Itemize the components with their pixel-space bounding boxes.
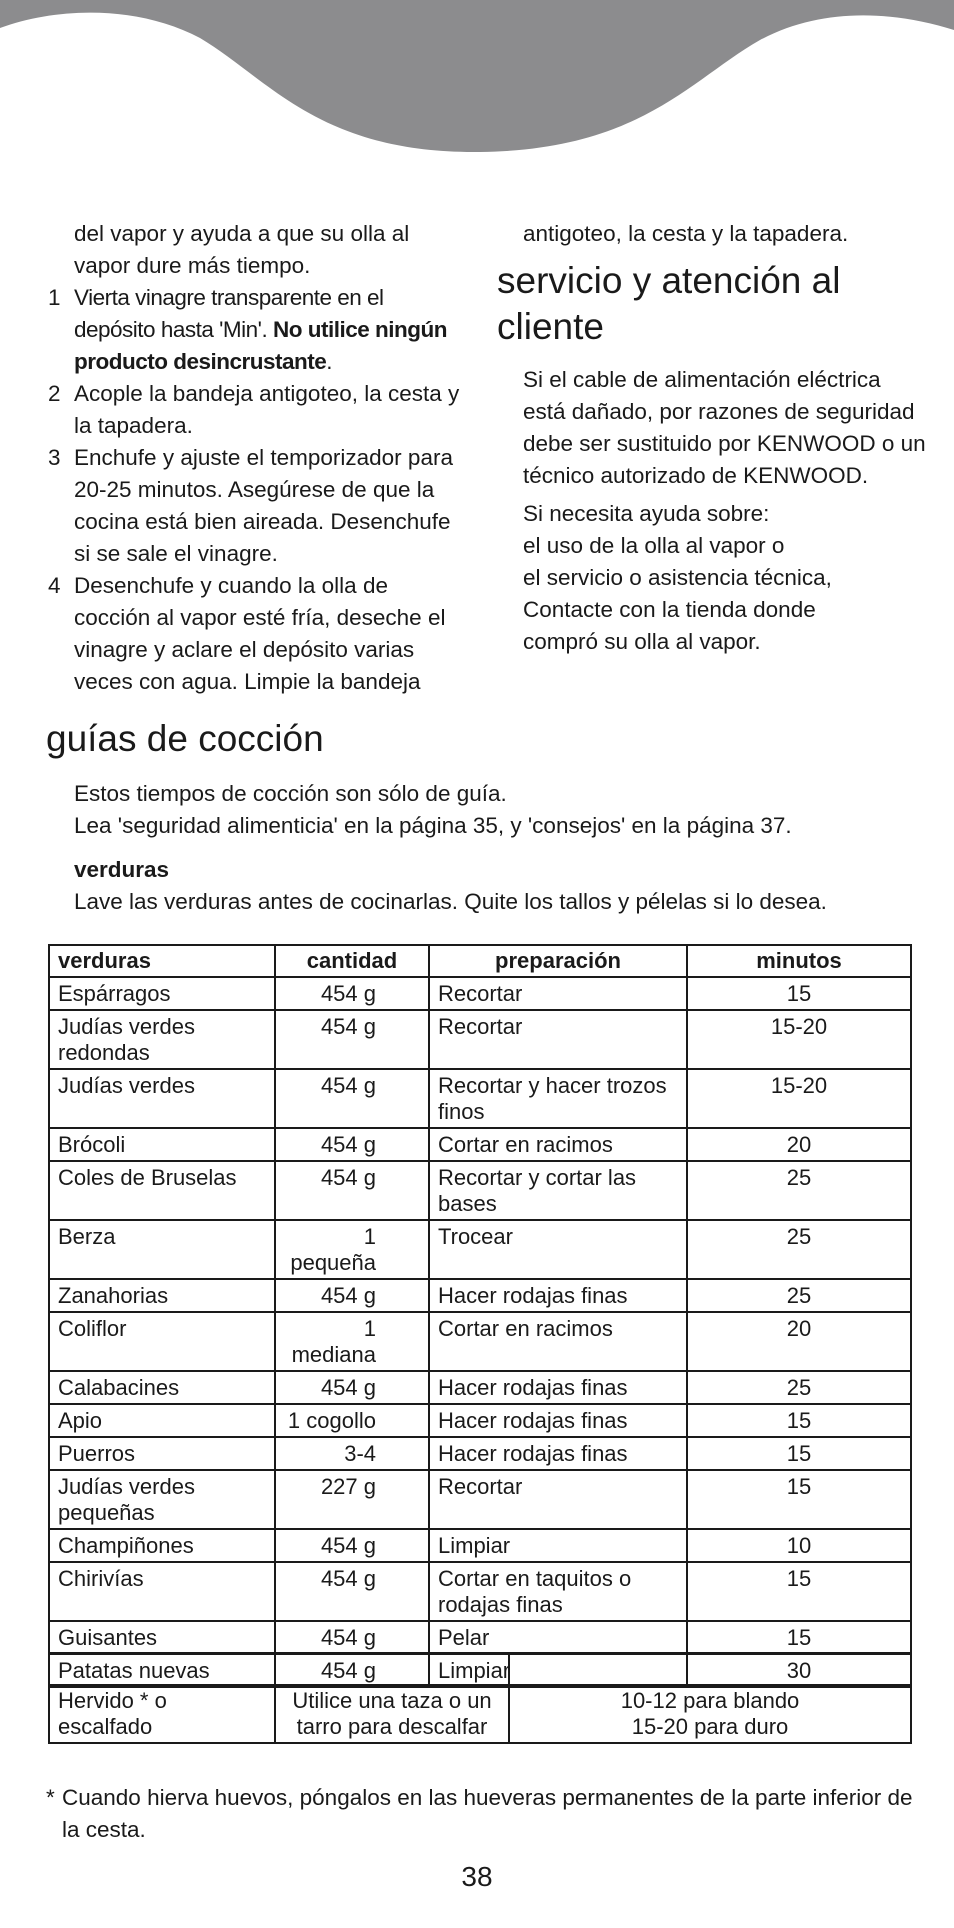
- egg-method: Hervido * o escalfado: [49, 1685, 275, 1743]
- table-row: Patatas nuevas 454 g Limpiar 30: [49, 1654, 911, 1687]
- descaling-steps: [48, 282, 468, 698]
- header-wave-banner: [0, 0, 954, 160]
- intro-line: Estos tiempos de cocción son sólo de guía.: [74, 781, 507, 806]
- help-line: el uso de la olla al vapor o: [523, 533, 785, 558]
- continuation-text: del vapor y ayuda a que su olla al vapor dure más tiempo.: [74, 221, 410, 278]
- continuation-text: antigoteo, la cesta y la tapadera.: [523, 221, 849, 246]
- page-number: 38: [461, 1861, 493, 1892]
- table-row: Guisantes 454 g Pelar 15: [49, 1621, 911, 1654]
- guides-intro: [74, 778, 934, 918]
- step-number: 3: [48, 445, 61, 470]
- step-item: [48, 570, 468, 698]
- help-paragraph: [497, 498, 927, 658]
- header-preparation: preparación: [429, 945, 687, 977]
- help-line: Si necesita ayuda sobre:: [523, 501, 770, 526]
- help-line: Contacte con la tienda donde: [523, 597, 816, 622]
- left-column: [48, 218, 468, 698]
- vegetables-instructions: Lave las verduras antes de cocinarlas. Quite los tallos y pélelas si lo desea.: [74, 889, 827, 914]
- footnote-marker: *: [46, 1785, 55, 1810]
- step-number: 4: [48, 573, 61, 598]
- help-line: compró su olla al vapor.: [523, 629, 761, 654]
- table-row: Champiñones 454 g Limpiar 10: [49, 1529, 911, 1562]
- step-text: Acople la bandeja antigoteo, la cesta y la tapadera.: [74, 381, 460, 438]
- header-quantity: cantidad: [275, 945, 429, 977]
- table-row: Chirivías 454 g Cortar en taquitos o rodajas finas 15: [49, 1562, 911, 1621]
- guides-heading: guías de cocción: [46, 718, 324, 759]
- vegetables-subheading: verduras: [74, 857, 170, 882]
- step-text: Enchufe y ajuste el temporizador para 20-25 minutos. Asegúrese de que la cocina está bien aireada. Desenchufe si se sale el vinagre.: [74, 445, 453, 566]
- step-item: 1 Vierta vinagre transparente en el depósito hasta 'Min'. No utilice ningún producto desincrustante.: [48, 282, 468, 378]
- header-vegetables: verduras: [49, 945, 275, 977]
- table-row: Brócoli 454 g Cortar en racimos 20: [49, 1128, 911, 1161]
- table-row: Judías verdes pequeñas 227 g Recortar 15: [49, 1470, 911, 1529]
- egg-preparation: Utilice una taza o un tarro para descalfar: [275, 1685, 509, 1743]
- help-line: el servicio o asistencia técnica,: [523, 565, 832, 590]
- egg-minutes: [509, 1685, 911, 1743]
- table-row: Coles de Bruselas 454 g Recortar y cortar las bases 25: [49, 1161, 911, 1220]
- step-text: Desenchufe y cuando la olla de cocción al vapor esté fría, deseche el vinagre y aclare el depósito varias veces con agua. Limpie la bandeja: [74, 573, 446, 694]
- service-heading: servicio y atención al cliente: [497, 260, 841, 347]
- table-row: [49, 1685, 911, 1743]
- table-row: Berza 1 pequeña Trocear 25: [49, 1220, 911, 1279]
- egg-soft-time: 10-12 para blando: [620, 1688, 800, 1713]
- table-row: Judías verdes 454 g Recortar y hacer trozos finos 15-20: [49, 1069, 911, 1128]
- header-minutes: minutos: [687, 945, 911, 977]
- table-row: Apio 1 cogollo Hacer rodajas finas 15: [49, 1404, 911, 1437]
- egg-hard-time: 15-20 para duro: [631, 1714, 789, 1739]
- service-paragraph: Si el cable de alimentación eléctrica está dañado, por razones de seguridad debe ser sustituido por KENWOOD o un técnico autorizado de KENWOOD.: [523, 367, 926, 488]
- wave-shape: [0, 0, 954, 152]
- table-row: Judías verdes redondas 454 g Recortar 15-20: [49, 1010, 911, 1069]
- table-row: Espárragos 454 g Recortar 15: [49, 977, 911, 1010]
- table-row: Coliflor 1 mediana Cortar en racimos 20: [49, 1312, 911, 1371]
- table-header-row: [49, 945, 911, 977]
- footnote-text: Cuando hierva huevos, póngalos en las hueveras permanentes de la parte inferior de la cesta.: [62, 1785, 913, 1842]
- table-row: Puerros 3-4 Hacer rodajas finas 15: [49, 1437, 911, 1470]
- step-item: [48, 442, 468, 570]
- right-column: [497, 218, 927, 658]
- step-number: 1: [48, 285, 61, 310]
- vegetable-cooking-table: [48, 944, 912, 1688]
- intro-line: Lea 'seguridad alimenticia' en la página 35, y 'consejos' en la página 37.: [74, 813, 792, 838]
- step-text: Vierta vinagre transparente en el depósito hasta 'Min'.: [74, 285, 384, 342]
- footnote: [46, 1782, 916, 1846]
- step-number: 2: [48, 381, 61, 406]
- table-row: Zanahorias 454 g Hacer rodajas finas 25: [49, 1279, 911, 1312]
- step-warning: No utilice ningún producto desincrustante: [74, 317, 447, 374]
- step-item: [48, 378, 468, 442]
- table-row: Calabacines 454 g Hacer rodajas finas 25: [49, 1371, 911, 1404]
- egg-cooking-table: [48, 1652, 912, 1744]
- egg-table-empty-header: [49, 1653, 911, 1685]
